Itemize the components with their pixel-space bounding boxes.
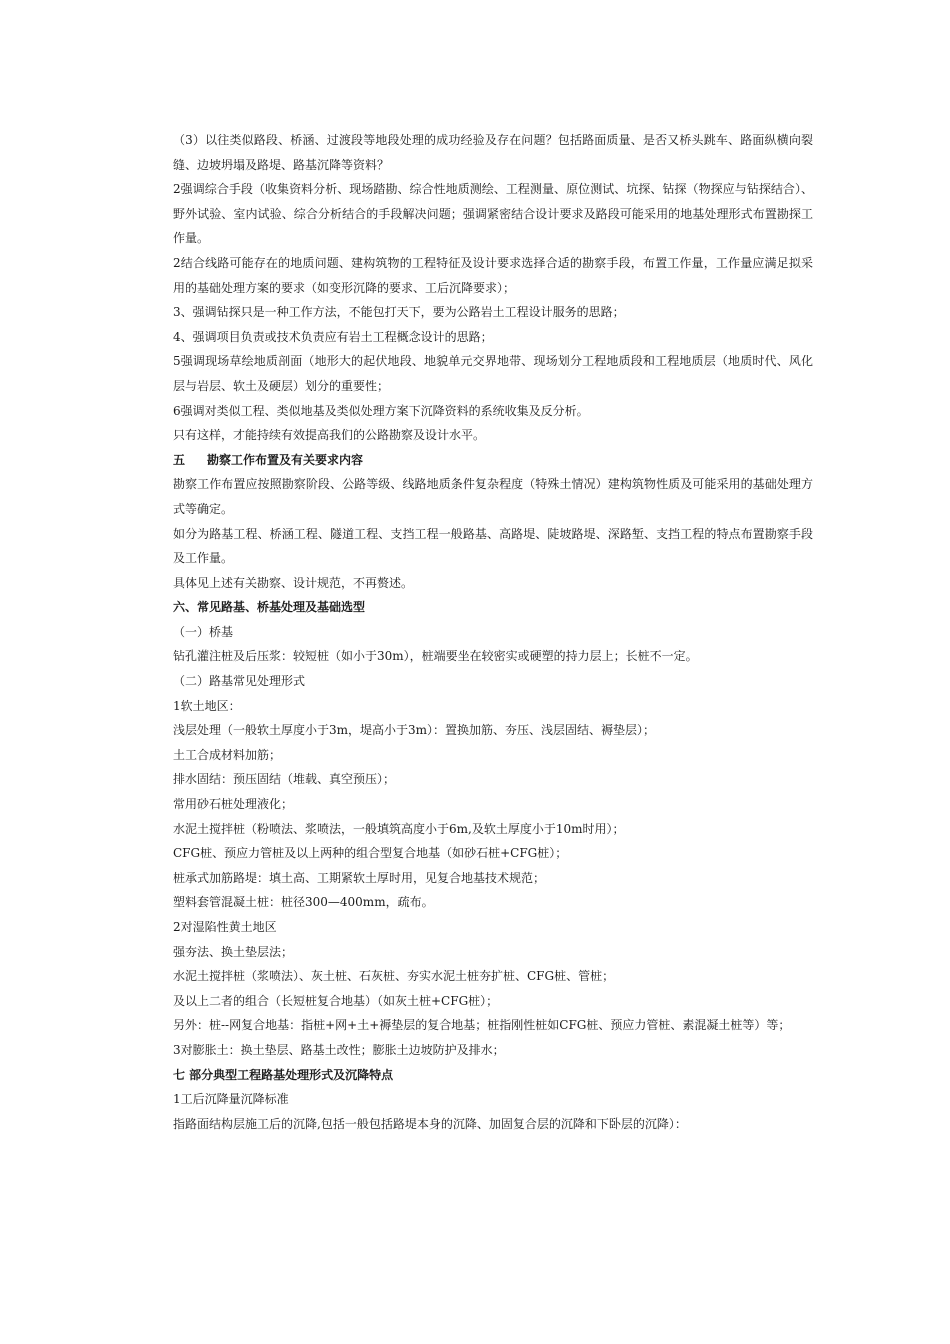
list-item: 2对湿陷性黄土地区 — [173, 920, 277, 934]
list-item: 排水固结：预压固结（堆载、真空预压）； — [173, 772, 396, 787]
list-item: 及以上二者的组合（长短桩复合地基）（如灰土桩+CFG桩）； — [173, 993, 499, 1008]
list-item: 1软土地区： — [173, 698, 241, 713]
subheading-subgrade-treatment: （二）路基常见处理形式 — [173, 674, 306, 689]
list-item: 桩承式加筋路堤：填土高、工期紧软土厚时用，见复合地基技术规范； — [173, 870, 546, 885]
list-item: 水泥土搅拌桩（粉喷法、浆喷法，一般填筑高度小于6m,及软土厚度小于10m时用）； — [173, 821, 625, 836]
section-number: 五 — [173, 452, 186, 467]
list-item: 土工合成材料加筋； — [173, 747, 282, 762]
paragraph-layout-basis: 勘察工作布置应按照勘察阶段、公路等级、线路地质条件复杂程度（特殊土情况）建构筑物性质及可能采用的基础处理方式等确定。 — [173, 477, 813, 516]
subheading-bridge-foundation: （一）桥基 — [173, 624, 234, 639]
paragraph-bored-pile: 钻孔灌注桩及后压浆：较短桩（如小于30m），桩端要坐在较密实或硬塑的持力层上；长桩不一定。 — [173, 649, 698, 664]
list-item: 指路面结构层施工后的沉降,包括一般包括路堤本身的沉降、加固复合层的沉降和下卧层的沉降）： — [173, 1116, 687, 1131]
paragraph-drilling-method: 3、强调钻探只是一种工作方法，不能包打天下，要为公路岩土工程设计服务的思路； — [173, 305, 625, 320]
paragraph-field-profile: 5强调现场草绘地质剖面（地形大的起伏地段、地貌单元交界地带、现场划分工程地质段和工程地质层（地质时代、风化层与岩层、软土及硬层）划分的重要性； — [173, 354, 813, 393]
list-item: 1工后沉降量沉降标准 — [173, 1092, 289, 1107]
paragraph-concept-design: 4、强调项目负责或技术负责应有岩土工程概念设计的思路； — [173, 329, 493, 344]
paragraph-comprehensive-means: 2强调综合手段（收集资料分析、现场踏勘、综合性地质测绘、工程测量、原位测试、坑探、钻探（物探应与钻探结合）、野外试验、室内试验、综合分析结合的手段解决问题；强调紧密结合设计要求及路段可能采用的地基处理形式布置勘探工作量。 — [173, 182, 813, 246]
section-title: 勘察工作布置及有关要求内容 — [207, 452, 364, 467]
list-item: 强夯法、换土垫层法； — [173, 944, 294, 959]
list-item: 3对膨胀土：换土垫层、路基土改性；膨胀土边坡防护及排水； — [173, 1042, 505, 1057]
section-heading-7: 七 部分典型工程路基处理形式及沉降特点 — [173, 1067, 394, 1082]
paragraph-settlement-data: 6强调对类似工程、类似地基及类似处理方案下沉降资料的系统收集及反分析。 — [173, 403, 589, 418]
paragraph-engineering-types: 如分为路基工程、桥涵工程、隧道工程、支挡工程一般路基、高路堤、陡坡路堤、深路堑、支挡工程的特点布置勘察手段及工作量。 — [173, 526, 813, 566]
paragraph-survey-means-selection: 2结合线路可能存在的地质问题、建构筑物的工程特征及设计要求选择合适的勘察手段，布置工作量，工作量应满足拟采用的基础处理方案的要求（如变形沉降的要求、工后沉降要求）； — [173, 255, 813, 295]
list-item: 塑料套管混凝土桩：桩径300—400mm，疏布。 — [173, 895, 434, 910]
section-heading-5 — [173, 448, 813, 473]
list-item: CFG桩、预应力管桩及以上两种的组合型复合地基（如砂石桩+CFG桩）； — [173, 846, 568, 861]
list-item: 常用砂石桩处理液化； — [173, 797, 294, 812]
paragraph-similar-sections: （3）以往类似路段、桥涵、过渡段等地段处理的成功经验及存在问题？包括路面质量、是否又桥头跳车、路面纵横向裂缝、边坡坍塌及路堤、路基沉降等资料？ — [173, 133, 813, 172]
list-item: 浅层处理（一般软土厚度小于3m，堤高小于3m）：置换加筋、夯压、浅层固结、褥垫层）； — [173, 723, 656, 738]
section-heading-6: 六、常见路基、桥基处理及基础选型 — [173, 600, 366, 615]
list-item: 水泥土搅拌桩（浆喷法）、灰土桩、石灰桩、夯实水泥土桩夯扩桩、CFG桩、管桩； — [173, 969, 615, 984]
list-item: 另外：桩--网复合地基：指桩+网+土+褥垫层的复合地基；桩指刚性桩如CFG桩、预应力管桩、素混凝土桩等）等； — [173, 1018, 791, 1033]
paragraph-see-codes: 具体见上述有关勘察、设计规范，不再赘述。 — [173, 575, 414, 590]
document-body — [173, 128, 813, 1136]
paragraph-conclusion: 只有这样，才能持续有效提高我们的公路勘察及设计水平。 — [173, 428, 486, 443]
